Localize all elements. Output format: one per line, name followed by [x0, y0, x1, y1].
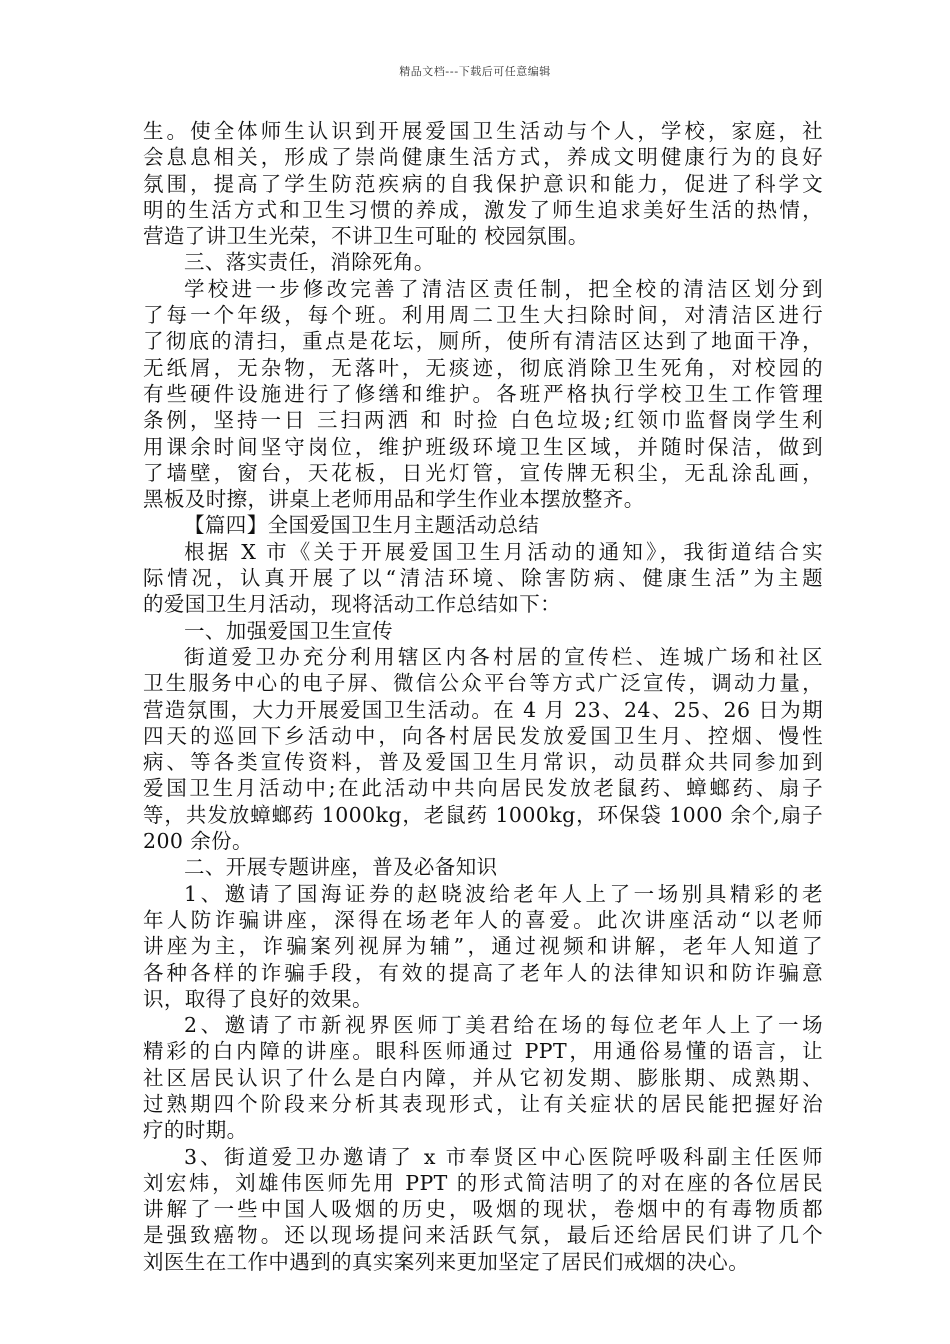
- text-line: 氛围，提高了学生防范疾病的自我保护意识和能力，促进了科学文: [143, 171, 823, 196]
- text-line: 无纸屑，无杂物，无落叶，无痰迹，彻底消除卫生死角，对校园的: [143, 355, 823, 380]
- text-line: 四天的巡回下乡活动中，向各村居民发放爱国卫生月、控烟、慢性: [143, 723, 823, 748]
- text-line: 各种各样的诈骗手段，有效的提高了老年人的法律知识和防诈骗意: [143, 960, 823, 985]
- text-line: 卫生服务中心的电子屏、微信公众平台等方式广泛宣传，调动力量，: [143, 671, 823, 696]
- text-line: 一、加强爱国卫生宣传: [184, 618, 393, 643]
- text-line: 三、落实责任，消除死角。: [184, 250, 435, 275]
- text-line: 了彻底的清扫，重点是花坛，厕所，使所有清洁区达到了地面干净，: [143, 329, 823, 354]
- text-line: 营造了讲卫生光荣，不讲卫生可耻的 校园氛围。: [143, 224, 589, 249]
- text-line: 学校进一步修改完善了清洁区责任制，把全校的清洁区划分到: [184, 276, 823, 301]
- text-line: 会息息相关，形成了崇尚健康生活方式，养成文明健康行为的良好: [143, 145, 823, 170]
- text-line: 条例，坚持一日 三扫两洒 和 时捡 白色垃圾;红领巾监督岗学生利: [143, 408, 823, 433]
- text-line: 200 余份。: [143, 829, 253, 854]
- text-line: 明的生活方式和卫生习惯的养成，激发了师生追求美好生活的热情，: [143, 197, 823, 222]
- text-line: 生。使全体师生认识到开展爱国卫生活动与个人，学校，家庭，社: [143, 119, 823, 143]
- text-line: 精彩的白内障的讲座。眼科医师通过 PPT，用通俗易懂的语言，让: [143, 1039, 823, 1064]
- text-line: 讲座为主，诈骗案列视屏为辅”，通过视频和讲解，老年人知道了: [143, 934, 823, 959]
- document-body: [143, 118, 823, 1275]
- text-line: 【篇四】全国爱国卫生月主题活动总结: [184, 513, 540, 538]
- text-line: 1、邀请了国海证券的赵晓波给老年人上了一场别具精彩的老: [184, 881, 823, 906]
- text-line: 3、街道爱卫办邀请了 x 市奉贤区中心医院呼吸科副主任医师: [184, 1144, 823, 1169]
- text-line: 际情况，认真开展了以“清洁环境、除害防病、健康生活”为主题: [143, 566, 823, 591]
- text-line: 疗的时期。: [143, 1118, 248, 1143]
- text-line: 营造氛围，大力开展爱国卫生活动。在 4 月 23、24、25、26 日为期: [143, 697, 823, 722]
- text-line: 二、开展专题讲座，普及必备知识: [184, 855, 498, 880]
- text-line: 黑板及时擦，讲桌上老师用品和学生作业本摆放整齐。: [143, 487, 645, 512]
- text-line: 识，取得了良好的效果。: [143, 986, 373, 1011]
- text-line: 了墙壁，窗台，天花板，日光灯管，宣传牌无积尘，无乱涂乱画，: [143, 460, 823, 485]
- text-line: 病、等各类宣传资料，普及爱国卫生月常识，动员群众共同参加到: [143, 750, 823, 775]
- text-line: 2、邀请了市新视界医师丁美君给在场的每位老年人上了一场: [184, 1013, 823, 1038]
- text-line: 用课余时间坚守岗位，维护班级环境卫生区域，并随时保洁，做到: [143, 434, 823, 459]
- text-line: 社区居民认识了什么是白内障，并从它初发期、膨胀期、成熟期、: [143, 1065, 823, 1090]
- text-line: 讲解了一些中国人吸烟的历史，吸烟的现状，卷烟中的有毒物质都: [143, 1197, 823, 1222]
- text-line: 是强致癌物。还以现场提问来活跃气氛，最后还给居民们讲了几个: [143, 1223, 823, 1248]
- text-line: 街道爱卫办充分利用辖区内各村居的宣传栏、连城广场和社区: [184, 644, 823, 669]
- text-line: 过熟期四个阶段来分析其表现形式，让有关症状的居民能把握好治: [143, 1091, 823, 1116]
- text-line: 了每一个年级，每个班。利用周二卫生大扫除时间，对清洁区进行: [143, 303, 823, 328]
- text-line: 年人防诈骗讲座，深得在场老年人的喜爱。此次讲座活动“以老师: [143, 907, 823, 932]
- text-line: 刘医生在工作中遇到的真实案列来更加坚定了居民们戒烟的决心。: [143, 1249, 750, 1274]
- page-header: 精品文档---下载后可任意编辑: [399, 65, 551, 78]
- text-line: 刘宏炜，刘雄伟医师先用 PPT 的形式简洁明了的对在座的各位居民: [143, 1170, 823, 1195]
- text-line: 有些硬件设施进行了修缮和维护。各班严格执行学校卫生工作管理: [143, 381, 823, 406]
- text-line: 爱国卫生月活动中;在此活动中共向居民发放老鼠药、蟑螂药、扇子: [143, 776, 823, 801]
- text-line: 根据 X 市《关于开展爱国卫生月活动的通知》，我街道结合实: [184, 539, 823, 564]
- text-line: 等，共发放蟑螂药 1000kg，老鼠药 1000kg，环保袋 1000 余个,扇子: [143, 802, 823, 827]
- text-line: 的爱国卫生月活动，现将活动工作总结如下：: [143, 592, 561, 617]
